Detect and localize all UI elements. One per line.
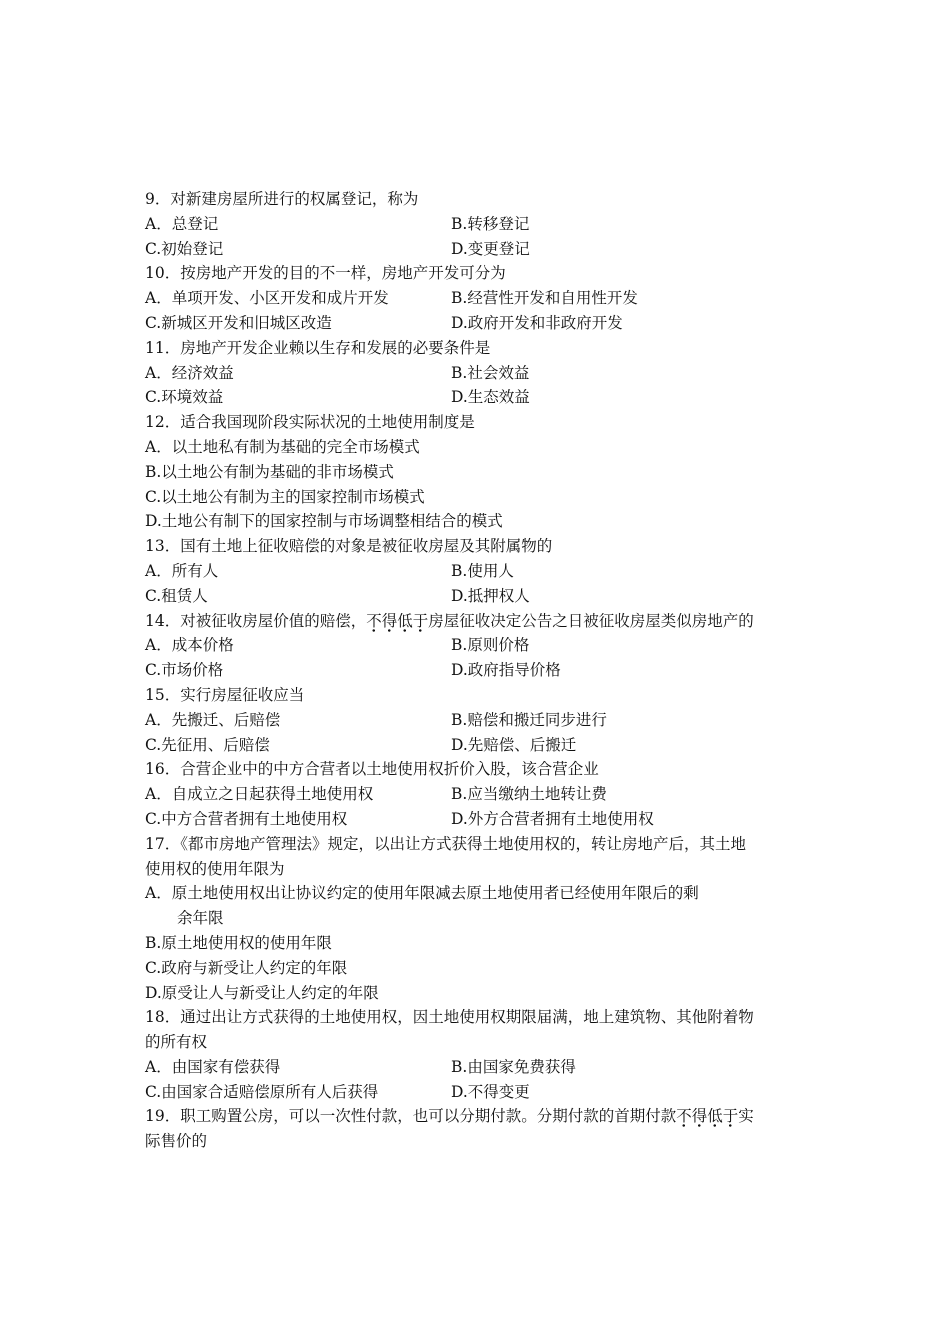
option-a: A．成本价格 [145,636,234,655]
option-b: B.原则价格 [451,636,530,655]
question-stem-18: 18．通过出让方式获得的土地使用权，因土地使用权期限届满，地上建筑物、其他附着物 [145,1008,754,1027]
option-b: B.转移登记 [451,214,530,233]
option-a: A．以土地私有制为基础的完全市场模式 [145,437,420,456]
option-c: C.新城区开发和旧城区改造 [145,313,332,332]
question-stem-19 [145,1104,810,1129]
question-stem-14 [145,609,810,634]
options-row [145,311,810,336]
option-d: D.外方合营者拥有土地使用权 [451,809,654,828]
question-stem-10: 10．按房地产开发的目的不一样，房地产开发可分为 [145,264,506,283]
option-b: B.使用人 [451,561,514,580]
option-d: D.抵押权人 [451,586,530,605]
option-d: D.生态效益 [451,388,530,407]
option-a: A．所有人 [145,561,219,580]
option-a: A．先搬迁、后赔偿 [145,710,281,729]
option-c: C.市场价格 [145,661,224,680]
option-d: D.不得变更 [451,1082,530,1101]
option-d: D.土地公有制下的国家控制与市场调整相结合的模式 [145,512,503,531]
options-row [145,237,810,262]
question-stem-19-cont: 际售价的 [145,1132,208,1151]
emphasized-text: 不得低于 [676,1107,738,1128]
option-a: A．总登记 [145,214,219,233]
stem-text: 实 [738,1107,754,1126]
question-stem-16: 16．合营企业中的中方合营者以土地使用权折价入股，该合营企业 [145,760,599,779]
question-stem-9: 9．对新建房屋所进行的权属登记，称为 [145,190,419,208]
option-b: B.经营性开发和自用性开发 [451,289,638,308]
question-stem-17: 17．《都市房地产管理法》规定，以出让方式获得土地使用权的，转让房地产后，其土地 [145,834,746,853]
options-row [145,286,810,311]
question-stem-18-cont: 的所有权 [145,1033,208,1052]
options-row [145,1080,810,1105]
option-c: C.政府与新受让人约定的年限 [145,958,348,977]
option-b: B.由国家免费获得 [451,1057,576,1076]
option-a: A．由国家有偿获得 [145,1057,281,1076]
option-a: A．原土地使用权出让协议约定的使用年限减去原土地使用者已经使用年限后的剩 [145,884,699,903]
stem-text: 14．对被征收房屋价值的赔偿， [145,611,367,630]
option-a: A．单项开发、小区开发和成片开发 [145,289,389,308]
option-d: D.政府指导价格 [451,661,561,680]
options-row [145,361,810,386]
option-d: D.变更登记 [451,239,530,258]
option-b: B.以土地公有制为基础的非市场模式 [145,462,394,481]
stem-text: 房屋征收决定公告之日被征收房屋类似房地产的 [428,611,754,630]
question-stem-15: 15．实行房屋征收应当 [145,685,305,704]
option-d: D.原受让人与新受让人约定的年限 [145,983,379,1002]
options-row [145,733,810,758]
options-row [145,212,810,237]
option-a: A．自成立之日起获得土地使用权 [145,785,374,804]
options-row [145,584,810,609]
emphasized-text: 不得低于 [366,612,428,633]
option-d: D.先赔偿、后搬迁 [451,735,577,754]
options-row [145,782,810,807]
option-b: B.应当缴纳土地转让费 [451,785,607,804]
options-row [145,385,810,410]
option-c: C.租赁人 [145,586,208,605]
option-d: D.政府开发和非政府开发 [451,313,623,332]
option-c: C.由国家合适赔偿原所有人后获得 [145,1082,379,1101]
question-stem-13: 13．国有土地上征收赔偿的对象是被征收房屋及其附属物的 [145,537,553,556]
option-c: C.以土地公有制为主的国家控制市场模式 [145,487,425,506]
options-row [145,633,810,658]
question-stem-12: 12．适合我国现阶段实际状况的土地使用制度是 [145,413,475,432]
option-b: B.社会效益 [451,363,530,382]
options-row [145,807,810,832]
option-a-cont: 余年限 [177,909,224,928]
question-stem-11: 11．房地产开发企业赖以生存和发展的必要条件是 [145,338,491,357]
options-row [145,708,810,733]
options-row [145,658,810,683]
option-c: C.先征用、后赔偿 [145,735,270,754]
option-b: B.原土地使用权的使用年限 [145,933,332,952]
options-row [145,559,810,584]
stem-text: 19．职工购置公房，可以一次性付款，也可以分期付款。分期付款的首期付款 [145,1107,677,1126]
option-c: C.中方合营者拥有土地使用权 [145,809,348,828]
option-c: C.初始登记 [145,239,224,258]
option-b: B.赔偿和搬迁同步进行 [451,710,607,729]
options-row [145,1055,810,1080]
option-a: A．经济效益 [145,363,234,382]
option-c: C.环境效益 [145,388,224,407]
question-stem-17-cont: 使用权的使用年限为 [145,859,285,878]
